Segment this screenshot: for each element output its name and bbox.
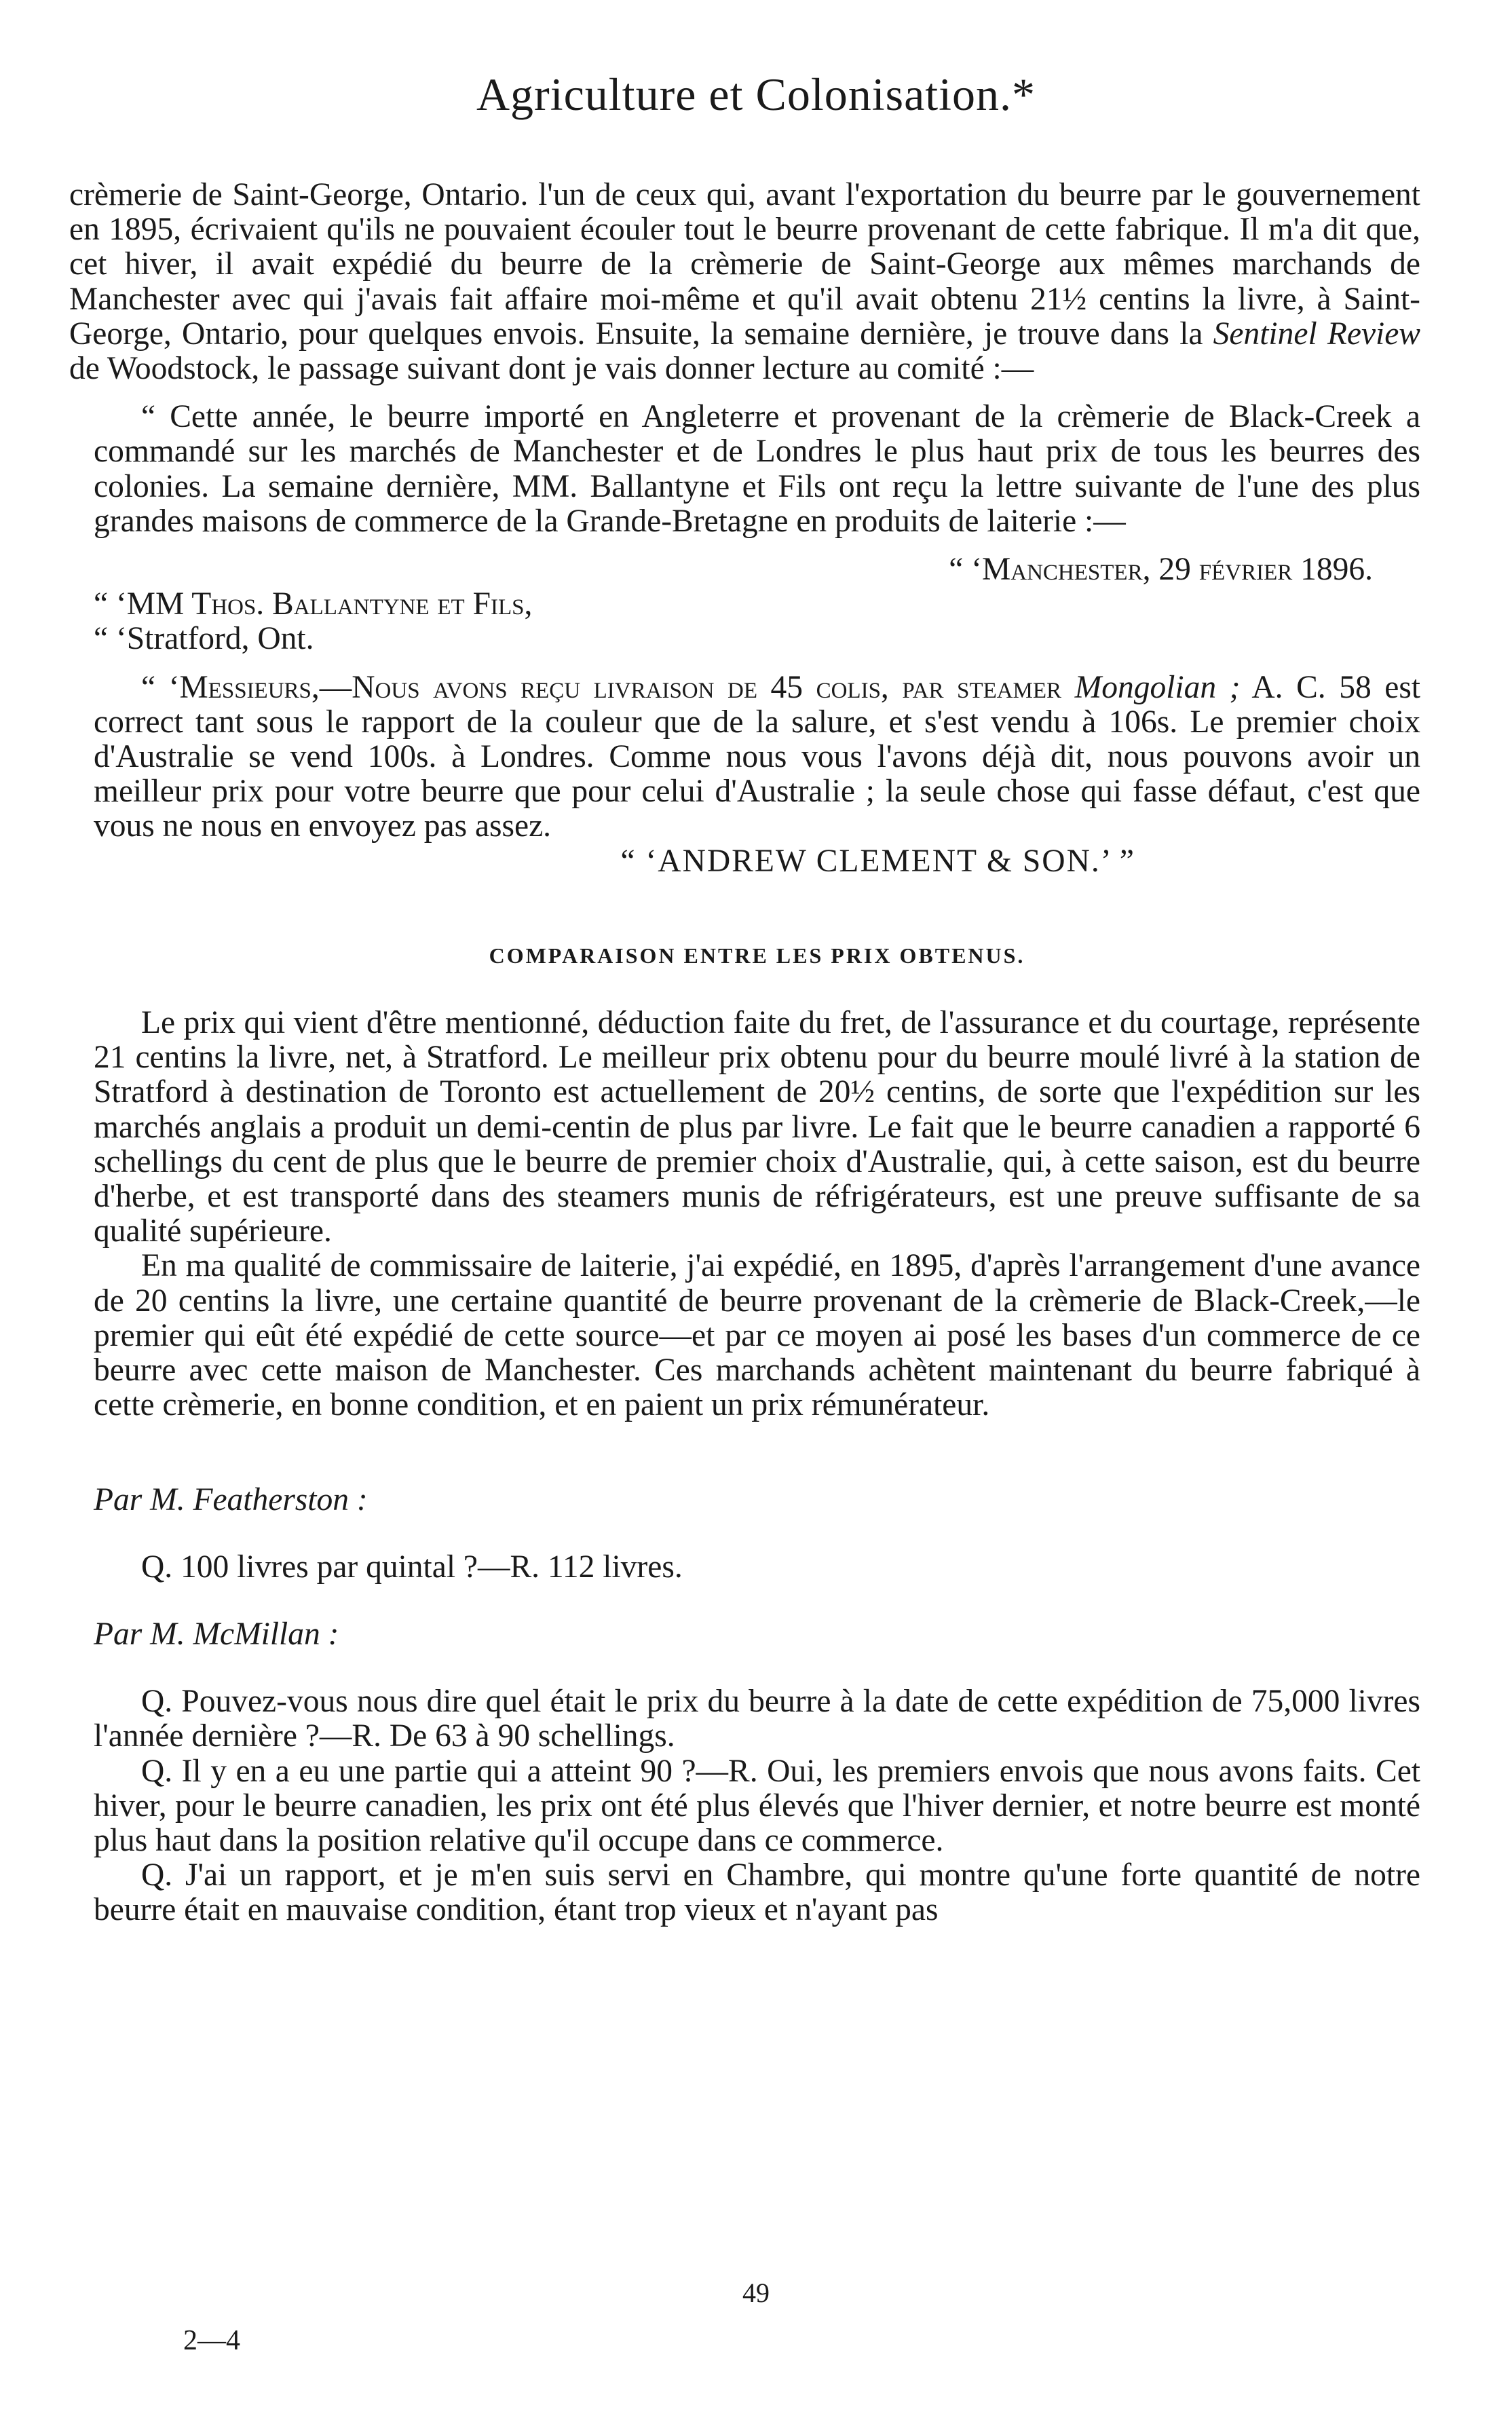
page-number: 49 [742,2278,770,2308]
question-answer: Q. 100 livres par quintal ?—R. 112 livres. [141,1549,683,1585]
signature-mark: 2—4 [183,2325,240,2356]
paragraph: Le prix qui vient d'être mentionné, déduction faite du fret, de l'assurance et du courtage, représente 21 centins la livre, net, à Stratford. Le meilleur prix obtenu pour du beurre moulé livré à la station de Stratford à destination de Toronto est actuellement de 20½ centins, de sorte que l'expédition sur les marchés anglais a produit un demi-centin de plus par livre. Le fait que le beurre canadien a rapporté 6 schellings du cent de plus que le beurre de premier choix d'Australie, qui, à cette saison, est du beurre d'herbe, et est transporté dans des steamers munis de réfrigérateurs, est une preuve suffisante de sa qualité supérieure. [94,1005,1420,1249]
letter-body-rest: A. C. 58 est correct tant sous le rapport de la couleur que de la salure, et s'est vendu à 106s. Le premier choix d'Australie se vend 100s. à Londres. Comme nous vous l'avons déjà dit, nous pouvons avoir un meilleur prix pour votre beurre que pour celui d'Australie ; la seule chose qui fasse défaut, c'est que vous ne nous en envoyez pas assez. [94,669,1421,844]
questioner-label: Par M. Featherston : [94,1481,368,1517]
paragraph [69,178,1420,386]
paragraph-text-end: de Woodstock, le passage suivant dont je vais donner lecture au comité :— [69,351,1034,387]
paragraph: En ma qualité de commissaire de laiterie, j'ai expédié, en 1895, d'après l'arrangement d'une avance de 20 centins la livre, une certaine quantité de beurre provenant de la crèmerie de Black-Creek,—le premier qui eût été expédié de cette source—et par ce moyen ai posé les bases d'un commerce de ce beurre avec cette maison de Manchester. Ces marchands achètent maintenant du beurre fabriqué à cette crèmerie, en bonne condition, et en paient un prix rémunérateur. [94,1248,1420,1423]
letter-city: “ ‘Stratford, Ont. [94,621,314,657]
questioner-label: Par M. McMillan : [94,1616,339,1652]
page-title: Agriculture et Colonisation.* [476,69,1036,120]
section-heading: COMPARAISON ENTRE LES PRIX OBTENUS. [489,943,1025,968]
question-answer: Q. J'ai un rapport, et je m'en suis servi en Chambre, qui montre qu'une forte quantité de notre beurre était en mauvaise condition, étant trop vieux et n'ayant pas [94,1857,1420,1928]
ship-name: Mongolian ; [1074,669,1241,705]
question-answer: Q. Il y en a eu une partie qui a atteint 90 ?—R. Oui, les premiers envois que nous avons faits. Cet hiver, pour le beurre canadien, les prix ont été plus élevés que l'hiver dernier, et notre beurre est monté plus haut dans la position relative qu'il occupe dans ce commerce. [94,1753,1420,1858]
letter-body [94,670,1420,844]
paragraph-text: crèmerie de Saint-George, Ontario. l'un de ceux qui, avant l'exportation du beurre par le gouvernement en 1895, écrivaient qu'ils ne pouvaient écouler tout le beurre provenant de cette fabrique. Il m'a dit que, cet hiver, il avait expédié du beurre de la crèmerie de Saint-George aux mêmes marchands de Manchester avec qui j'avais fait affaire moi-même et qu'il avait obtenu 21½ centins la livre, à Saint-George, Ontario, pour quelques envois. Ensuite, la semaine dernière, je trouve dans la [69,177,1420,352]
letter-date: “ ‘Manchester, 29 février 1896. [949,552,1373,588]
letter-signature: “ ‘ANDREW CLEMENT & SON.’ ” [620,843,1135,879]
letter-addressee: “ ‘MM Thos. Ballantyne et Fils, [94,586,533,622]
quoted-paragraph: “ Cette année, le beurre importé en Angleterre et provenant de la crèmerie de Black-Creek a commandé sur les marchés de Manchester et de Londres le plus haut prix de tous les beurres des colonies. La semaine dernière, MM. Ballantyne et Fils ont reçu la lettre suivante de l'une des plus grandes maisons de commerce de la Grande-Bretagne en produits de laiterie :— [94,399,1420,539]
letter-body-start: “ ‘Messieurs,—Nous avons reçu livraison de 45 colis, par steamer [141,669,1062,705]
document-body [69,177,1421,1928]
newspaper-title: Sentinel Review [1213,316,1420,352]
question-answer: Q. Pouvez-vous nous dire quel était le prix du beurre à la date de cette expédition de 75,000 livres l'année dernière ?—R. De 63 à 90 schellings. [94,1684,1420,1754]
